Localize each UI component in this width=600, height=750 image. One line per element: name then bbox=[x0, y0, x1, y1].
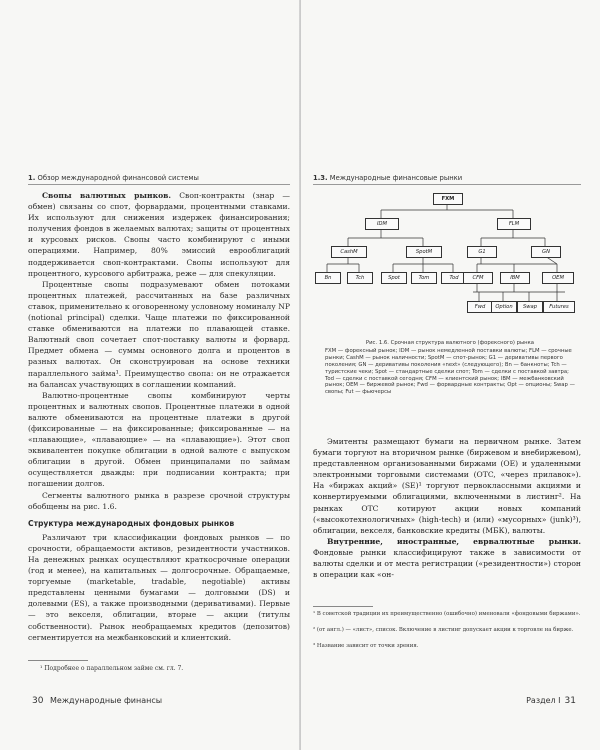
paragraph: Сегменты валютного рынка в разрезе срочной структуры обобщены на рис. 1.6. bbox=[28, 490, 290, 511]
running-head-left: 1. Обзор международной финансовой системы bbox=[28, 174, 199, 182]
node-fwd: Fwd bbox=[467, 301, 493, 313]
paragraph: Свопы валютных рынков. Своп-контракты (знар — обмен) связаны со спот, форвардами, процентными ставками. Их используют для снижения издержек финансирования; получения фондов в желаемых валютах; защиты от процентных и курсовых рисков. Свопы часто комбинируют с иными операциями. Например, 80% эмиссий еврооблигаций поддерживается своп-контрактами. Свопы используют для процентного, курсового арбитража, реже — для спекуляции. bbox=[28, 191, 290, 278]
paragraph: Различают три классификации фондовых рынков — по срочности, обращаемости активов, резидентности участников. На денежных рынках осуществляют краткосрочные операции (год и менее), на капитальных — долгосрочные. Обращаемые, торгуемые (marketable, tradable, negotiable) активы представлены ценными бумагами — долговыми (DS) и долевыми (ES), а также производными (деривативами). Первые — это векселя, облигации, вторые — акции (титулы собственности). Рынок необращаемых кредитов (депозитов) сегментируется на межбанковский и клиентский. bbox=[28, 532, 290, 642]
folio-left: 30 Международные финансы bbox=[32, 696, 163, 706]
paragraph: Внутренние, иностранные, еврвалютные рынки. Фондовые рынки классифицируют также в зависимости от валюты сделки и от места регистрации («резидентности») сторон в операции как «он- bbox=[313, 536, 581, 580]
figure-caption bbox=[325, 340, 575, 396]
caption-title: Рис. 1.6. Срочная структура валютного (форексного) рынка bbox=[365, 340, 535, 346]
paragraph-heading: Внутренние, иностранные, еврвалютные рынки. bbox=[327, 536, 581, 546]
footnote: ¹ В советской традиции их преимущественно (ошибочно) именовали «фондовыми биржами». bbox=[313, 611, 581, 617]
footnote-rule bbox=[313, 606, 373, 607]
node-bn: Bn bbox=[315, 272, 341, 284]
caption-text: FXM — форексный рынок; IDM — рынок немедленной поставки валюты; FLM — срочные рынки; CashM — рынок наличности; SpotM — спот-рынок; G1 — деривативы первого поколения; GN — деривативы поколения «next» (следующего); Bn — банкноты; Tch — туристские чеки; Spot — стандартные сделки спот; Tom — сделки с поставкой завтра; Tod — сделки с поставкой сегодня; CFM — клиентский рынок; IBM — межбанковский рынок; OEM — биржевой рынок; Fwd — форвардные контракты; Opt — опционы; Swap — свопы; Fut — фьючерсы bbox=[325, 347, 575, 396]
footnote: ¹ Подробнее о параллельном займе см. гл. 7. bbox=[40, 665, 184, 672]
node-gn: GN bbox=[531, 246, 561, 258]
node-tod: Tod bbox=[441, 272, 467, 284]
fx-structure-diagram bbox=[313, 188, 581, 338]
paragraph-heading: Свопы валютных рынков. bbox=[42, 191, 172, 200]
paragraph: Валютно-процентные свопы комбинируют черты процентных и валютных свопов. Процентные платежи в одной валюте обмениваются на процентные платежи в другой (фиксированные — на фиксированные; фиксированные — на «плавающие», «плавающие» — на «плавающие»). Этот своп эквивалентен покупке облигации в одной валюте с выпуском облигации в другой. Обмен принципалами по займам осуществляется дважды: при подписании контракта; при погашении долгов. bbox=[28, 390, 290, 489]
node-futures: Futures bbox=[543, 301, 575, 313]
node-swap: Swap bbox=[517, 301, 543, 313]
node-ibm: IBM bbox=[500, 272, 530, 284]
node-oem: OEM bbox=[542, 272, 574, 284]
node-idm: IDM bbox=[365, 218, 399, 230]
node-spot: Spot bbox=[381, 272, 407, 284]
node-flm: FLM bbox=[497, 218, 531, 230]
diagram-connectors bbox=[313, 188, 581, 338]
running-head-right: 1.3. Международные финансовые рынки bbox=[313, 174, 463, 182]
section-title: Структура международных фондовых рынков bbox=[28, 518, 235, 528]
node-spotm: SpotM bbox=[406, 246, 442, 258]
node-g1: G1 bbox=[467, 246, 497, 258]
left-body-text bbox=[28, 190, 290, 643]
folio-right: Раздел I 31 bbox=[526, 696, 576, 706]
paragraph: Процентные свопы подразумевают обмен потоками процентных платежей, рассчитанных на базе различных ставок, применительно к оговоренному условному номиналу NP (notional principal) сделки. Чаще платежи по фиксированной ставке обмениваются на платежи по плавающей ставке. Валютный своп сочетает спот-поставку валюты и форвард. Предмет обмена — суммы основного долга и процентов в разных валютах. Он сконструирован на основе техники параллельного займа¹. Преимущество свопа: он не отражается на балансах участвующих в соглашении компаний. bbox=[28, 279, 290, 389]
node-option: Option bbox=[491, 301, 517, 313]
footnote: ³ Название зависит от точки зрения. bbox=[313, 643, 419, 649]
node-tom: Tom bbox=[411, 272, 437, 284]
node-tch: Tch bbox=[347, 272, 373, 284]
header-rule bbox=[313, 184, 581, 185]
footnote: ² (от англ.) — «лист», список. Включение в листинг допускает акции к торговле на бирже. bbox=[313, 627, 574, 633]
header-rule bbox=[28, 184, 290, 185]
node-cfm: CFM bbox=[463, 272, 493, 284]
footnote-rule bbox=[28, 660, 88, 661]
right-body-text bbox=[313, 436, 581, 580]
paragraph: Эмитенты размещают бумаги на первичном рынке. Затем бумаги торгуют на вторичном рынке (биржевом и внебиржевом), представленном организованными биржами (OE) и удаленными электронными торговыми системами (OTC, «через прилавок»). На «биржах акций» (SE)¹ торгуют первоклассными акциями и конвертируемыми облигациями, включенными в листинг². На рынках OTC котируют акции новых компаний («высокотехнологичных» (high-tech) и (или) «мусорных» (junk)³), облигации, векселя, банковские кредиты (МБК), валюты. bbox=[313, 437, 581, 535]
node-cashm: CashM bbox=[331, 246, 367, 258]
node-fxm: FXM bbox=[433, 193, 463, 205]
right-page bbox=[301, 0, 600, 750]
